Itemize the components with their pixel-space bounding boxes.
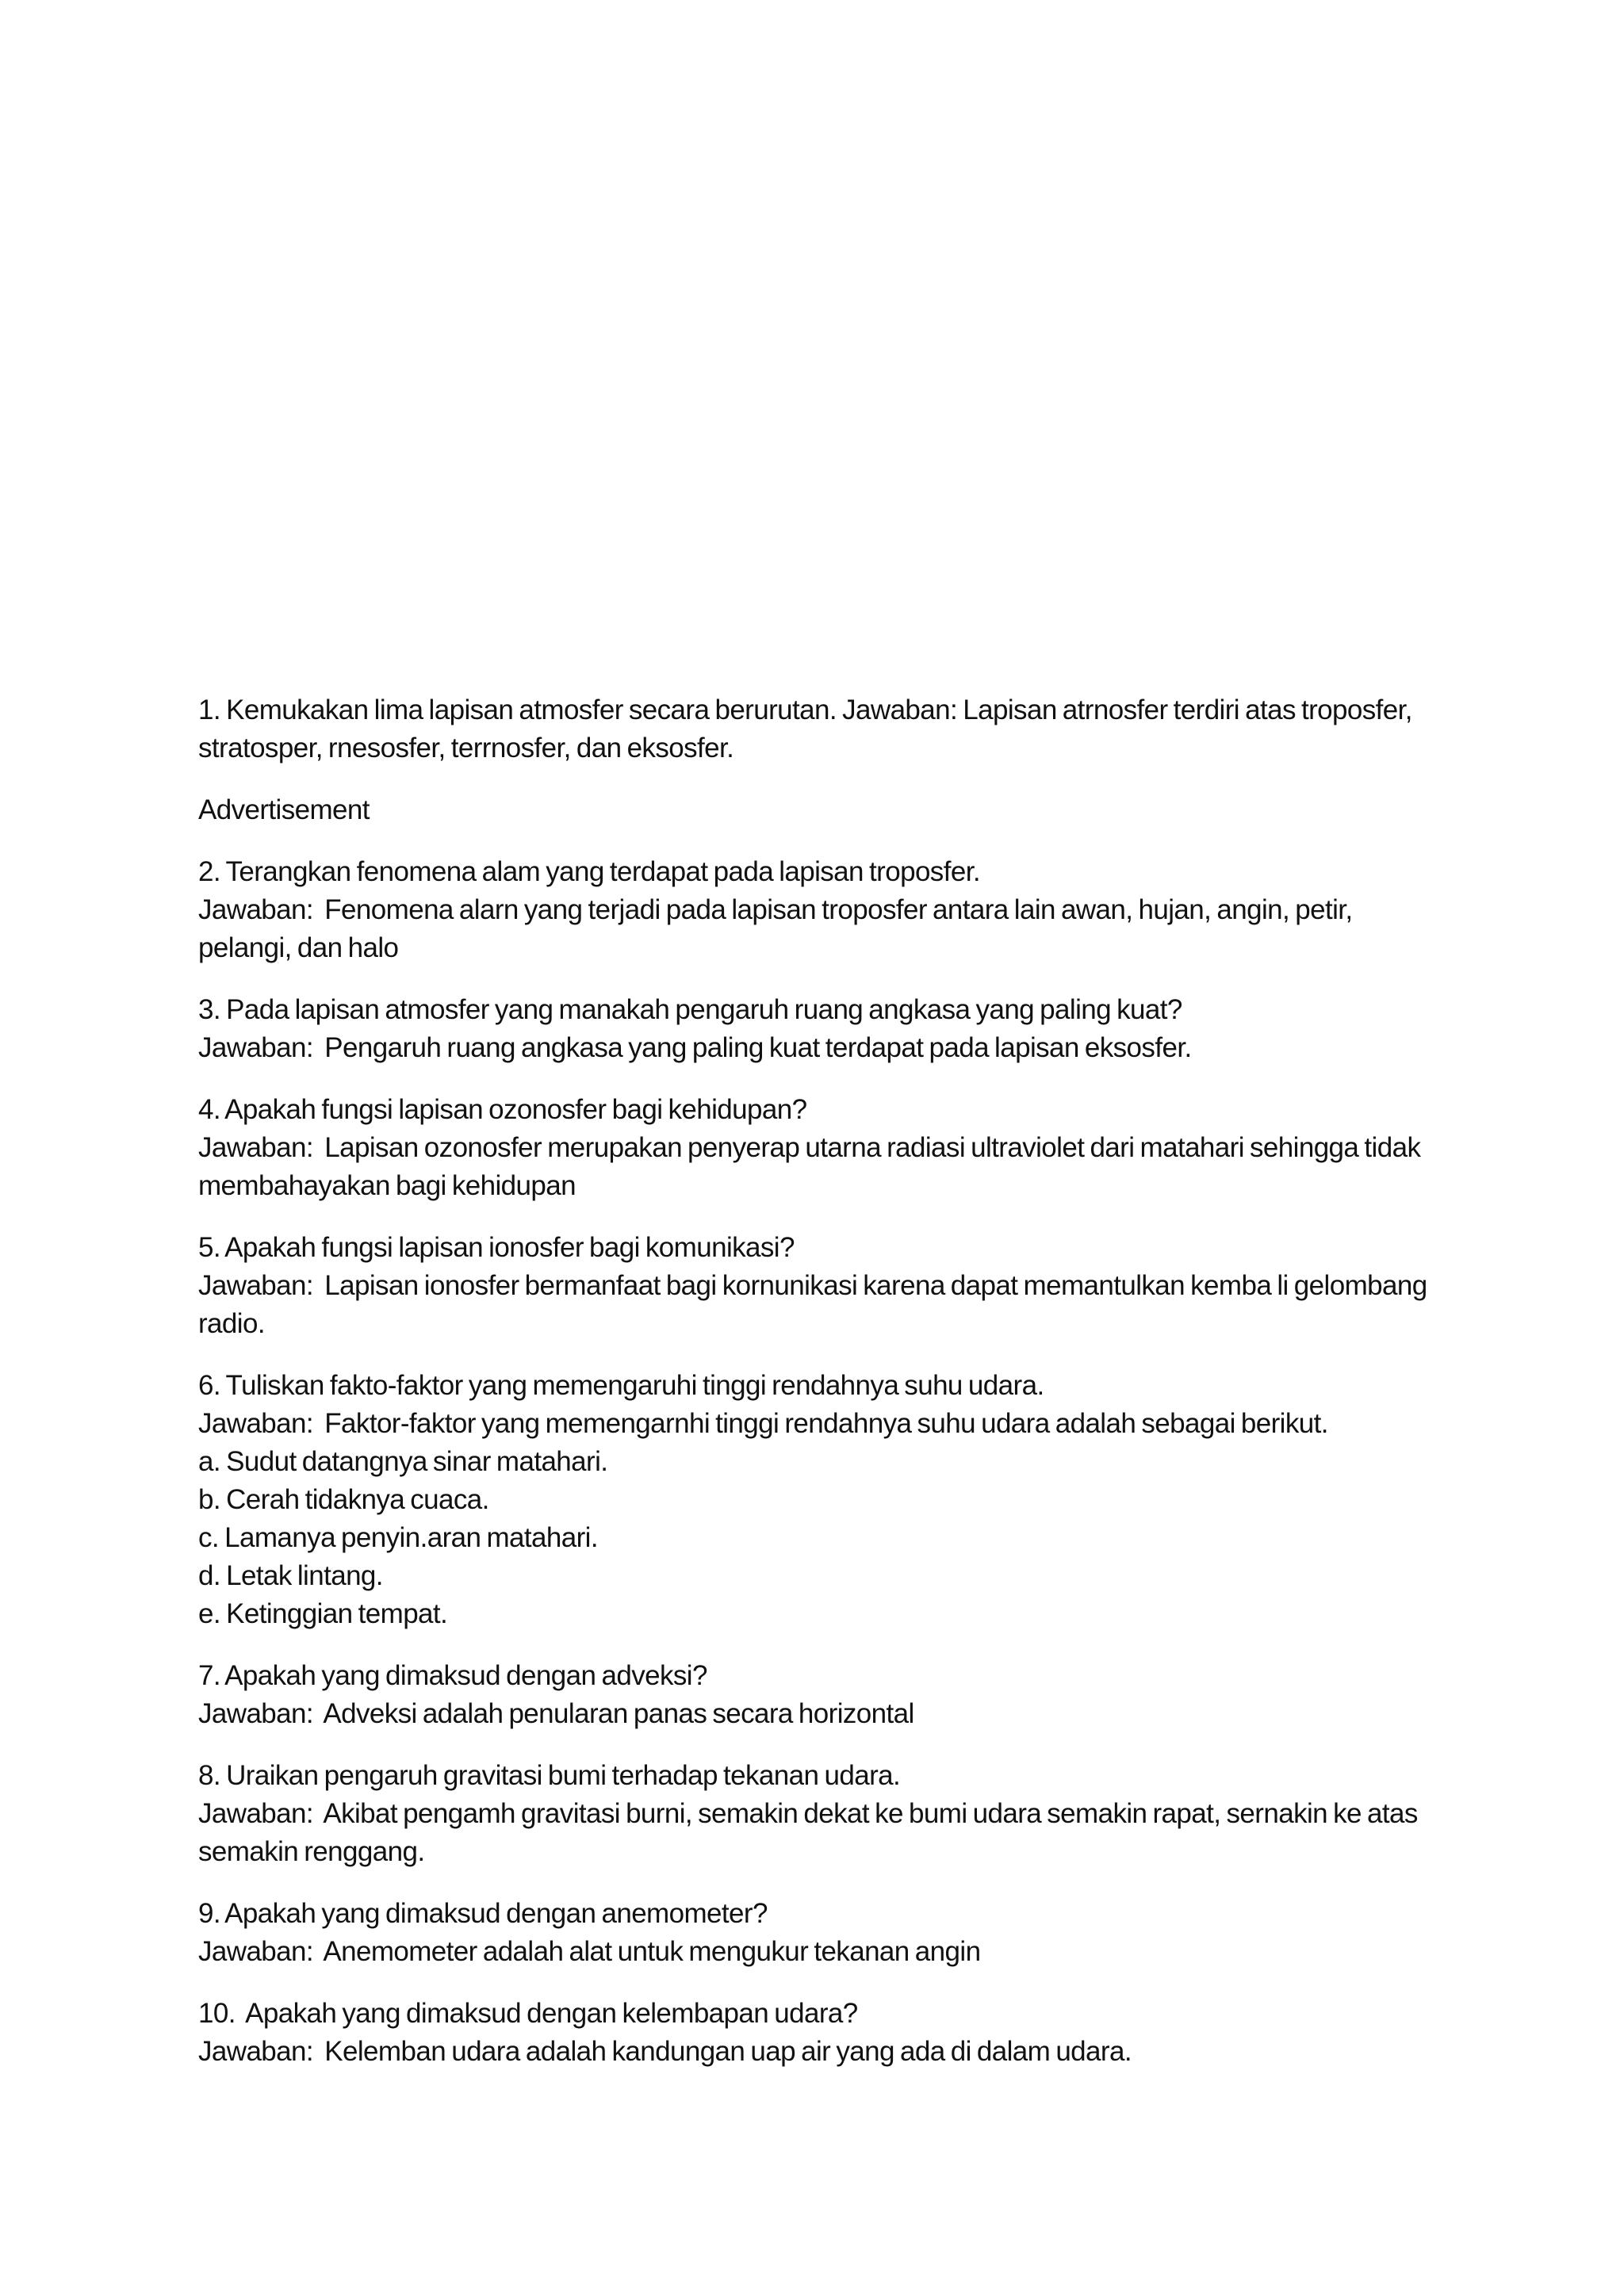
question-3 (198, 991, 1435, 1067)
answer-6-item-d: d. Letak lintang. (198, 1560, 383, 1591)
question-3-text: 3. Pada lapisan atmosfer yang manakah pengaruh ruang angkasa yang paling kuat? (198, 994, 1182, 1025)
question-6-text: 6. Tuliskan fakto-faktor yang memengaruhi tinggi rendahnya suhu udara. (198, 1370, 1044, 1401)
answer-6-item-e: e. Ketinggian tempat. (198, 1598, 448, 1629)
question-5-text: 5. Apakah fungsi lapisan ionosfer bagi komunikasi? (198, 1232, 795, 1263)
question-9 (198, 1895, 1435, 1971)
question-5 (198, 1229, 1435, 1343)
advertisement-label-block (198, 791, 1435, 829)
question-1-text: 1. Kemukakan lima lapisan atmosfer secara berurutan. Jawaban: Lapisan atrnosfer terdiri atas troposfer, stratosper, rnesosfer, terrnosfer, dan eksosfer. (198, 695, 1412, 763)
answer-2-text: Jawaban: Fenomena alarn yang terjadi pada lapisan troposfer antara lain awan, hujan, angin, petir, pelangi, dan halo (198, 894, 1358, 963)
answer-7-text: Jawaban: Adveksi adalah penularan panas secara horizontal (198, 1698, 914, 1729)
answer-9-text: Jawaban: Anemometer adalah alat untuk mengukur tekanan angin (198, 1936, 981, 1967)
question-8 (198, 1757, 1435, 1871)
answer-10-text: Jawaban: Kelemban udara adalah kandungan uap air yang ada di dalam udara. (198, 2036, 1132, 2067)
question-4 (198, 1091, 1435, 1205)
answer-4-text: Jawaban: Lapisan ozonosfer merupakan penyerap utarna radiasi ultraviolet dari matahari sehingga tidak membahayakan bagi kehidupan (198, 1132, 1427, 1201)
answer-6-item-b: b. Cerah tidaknya cuaca. (198, 1484, 489, 1515)
answer-3-text: Jawaban: Pengaruh ruang angkasa yang paling kuat terdapat pada lapisan eksosfer. (198, 1032, 1192, 1063)
question-1 (198, 691, 1435, 767)
question-7-text: 7. Apakah yang dimaksud dengan adveksi? (198, 1660, 707, 1691)
question-6 (198, 1367, 1435, 1633)
answer-6-item-c: c. Lamanya penyin.aran matahari. (198, 1522, 598, 1553)
document-page (198, 691, 1435, 2095)
answer-6-item-a: a. Sudut datangnya sinar matahari. (198, 1446, 608, 1477)
question-9-text: 9. Apakah yang dimaksud dengan anemometer? (198, 1898, 768, 1929)
question-10-text: 10. Apakah yang dimaksud dengan kelembapan udara? (198, 1998, 858, 2029)
answer-5-text: Jawaban: Lapisan ionosfer bermanfaat bagi kornunikasi karena dapat memantulkan kemba li gelombang radio. (198, 1270, 1433, 1339)
question-8-text: 8. Uraikan pengaruh gravitasi bumi terhadap tekanan udara. (198, 1760, 901, 1791)
answer-8-text: Jawaban: Akibat pengamh gravitasi burni, semakin dekat ke bumi udara semakin rapat, sernakin ke atas semakin renggang. (198, 1798, 1423, 1867)
question-4-text: 4. Apakah fungsi lapisan ozonosfer bagi kehidupan? (198, 1094, 807, 1125)
question-7 (198, 1657, 1435, 1733)
question-2 (198, 853, 1435, 967)
answer-6-text: Jawaban: Faktor-faktor yang memengarnhi tinggi rendahnya suhu udara adalah sebagai berikut. (198, 1408, 1328, 1439)
question-10 (198, 1995, 1435, 2071)
question-2-text: 2. Terangkan fenomena alam yang terdapat pada lapisan troposfer. (198, 856, 980, 887)
advertisement-label: Advertisement (198, 794, 370, 825)
